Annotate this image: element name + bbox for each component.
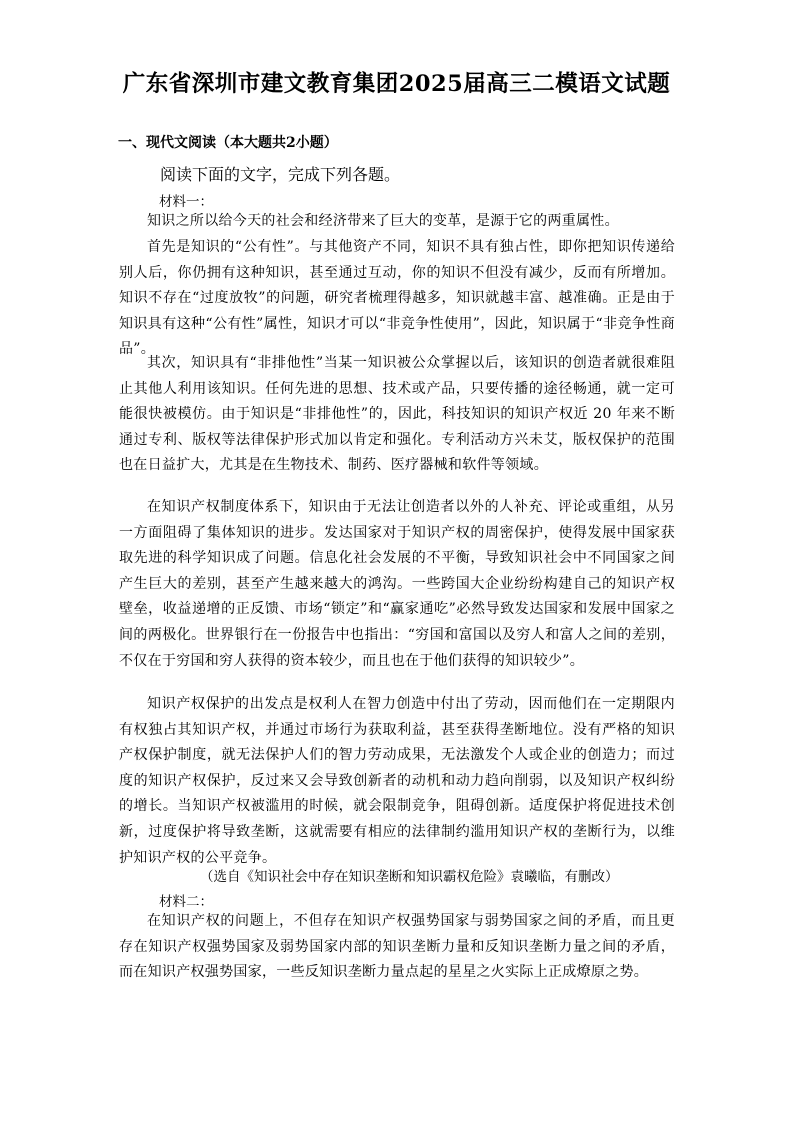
material-two-paragraph: 在知识产权的问题上，不但存在知识产权强势国家与弱势国家之间的矛盾，而且更存在知识产权强势国家及弱势国家内部的知识垄断力量和反知识垄断力量之间的矛盾，而在知识产权强势国家，一些反知识垄断力量点起的星星之火实际上正成燎原之势。 xyxy=(119,913,675,981)
material-one-source: （选自《知识社会中存在知识垄断和知识霸权危险》袁曦临，有删改） xyxy=(200,869,619,885)
material-one-paragraph: 在知识产权制度体系下，知识由于无法让创造者以外的人补充、评论或重组，从另一方面阻碍了集体知识的进步。发达国家对于知识产权的周密保护，使得发展中国家获取先进的科学知识成了问题。信息化社会发展的不平衡，导致知识社会中不同国家之间产生巨大的差别，甚至产生越来越大的鸿沟。一些跨国大企业纷纷构建自己的知识产权壁垒，收益递增的正反馈、市场“锁定”和“赢家通吃”必然导致发达国家和发展中国家之间的两极化。世界银行在一份报告中也指出：“穷国和富国以及穷人和富人之间的差别，不仅在于穷国和穷人获得的资本较少，而且也在于他们获得的知识较少”。 xyxy=(119,499,675,669)
section-heading: 一、现代文阅读（本大题共2小题） xyxy=(118,135,338,151)
material-one-paragraph: 知识产权保护的出发点是权利人在智力创造中付出了劳动，因而他们在一定期限内有权独占其知识产权，并通过市场行为获取利益，甚至获得垄断地位。没有严格的知识产权保护制度，就无法保护人们的智力劳动成果，无法激发个人或企业的创造力；而过度的知识产权保护，反过来又会导致创新者的动机和动力趋向削弱，以及知识产权纠纷的增长。当知识产权被滥用的时候，就会限制竞争，阻碍创新。适度保护将促进技术创新，过度保护将导致垄断，这就需要有相应的法律制约滥用知识产权的垄断行为，以维护知识产权的公平竞争。 xyxy=(119,696,675,866)
page-title: 广东省深圳市建文教育集团2025届高三二模语文试题 xyxy=(122,71,671,97)
material-one-label: 材料一： xyxy=(159,194,213,210)
material-one-paragraph: 首先是知识的“公有性”。与其他资产不同，知识不具有独占性，即你把知识传递给别人后，你仍拥有这种知识，甚至通过互动，你的知识不但没有减少，反而有所增加。知识不存在“过度放牧”的问题，研究者梳理得越多，知识就越丰富、越准确。正是由于知识具有这种“公有性”属性，知识才可以“非竞争性使用”，因此，知识属于“非竞争性商品”。 xyxy=(119,239,675,358)
material-one-paragraph: 知识之所以给今天的社会和经济带来了巨大的变革，是源于它的两重属性。 xyxy=(147,213,619,229)
material-two-label: 材料二： xyxy=(159,894,213,910)
reading-instruction: 阅读下面的文字，完成下列各题。 xyxy=(160,165,401,184)
material-one-paragraph: 其次，知识具有“非排他性”当某一知识被公众掌握以后，该知识的创造者就很难阻止其他人利用该知识。任何先进的思想、技术或产品，只要传播的途径畅通，就一定可能很快被模仿。由于知识是“非排他性”的，因此，科技知识的知识产权近 20 年来不断通过专利、版权等法律保护形式加以肯定和强化。专利活动方兴未艾，版权保护的范围也在日益扩大，尤其是在生物技术、制药、医疗器械和软件等领域。 xyxy=(119,355,675,474)
